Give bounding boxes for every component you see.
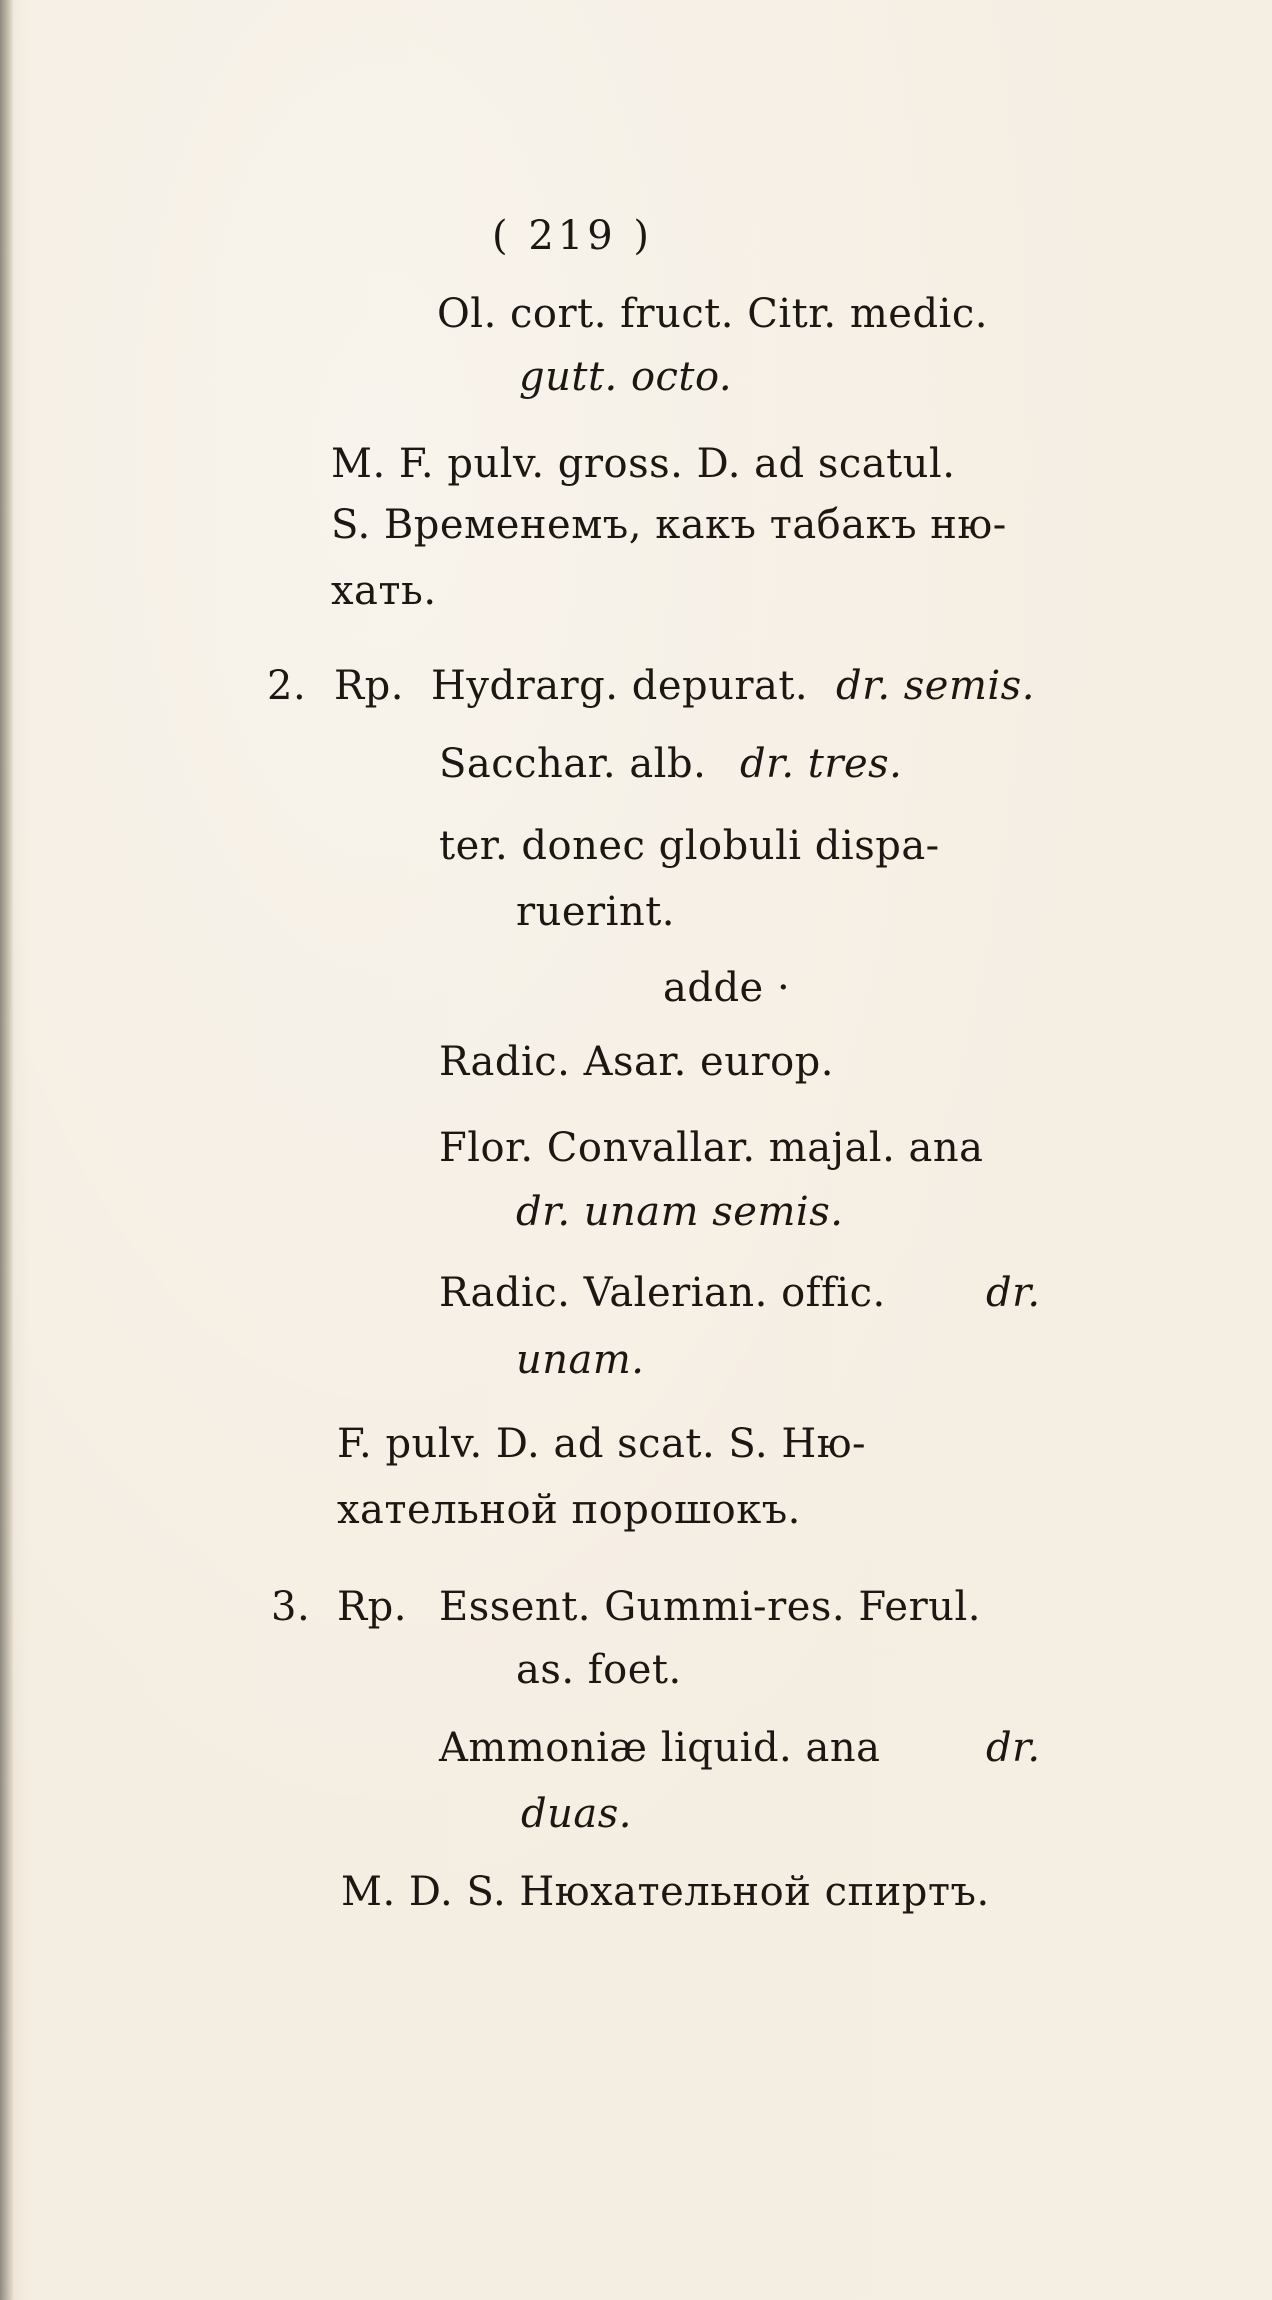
text-line-3: M. F. pulv. gross. D. ad scatul. xyxy=(331,441,956,487)
text-line-8: ter. donec globuli dispa- xyxy=(439,823,940,869)
text-line-4: S. Временемъ, какъ табакъ ню- xyxy=(331,502,1007,548)
page-number: ( 219 ) xyxy=(492,213,653,259)
text-line-21: duas. xyxy=(521,1791,632,1837)
text-line-15: unam. xyxy=(516,1337,645,1383)
text-line-22: M. D. S. Нюхательной спиртъ. xyxy=(341,1869,990,1915)
text-line-6: Hydrarg. depurat. xyxy=(431,663,809,709)
text-line-19: as. foet. xyxy=(516,1647,682,1693)
recipe-abbrev-2: Rp. xyxy=(334,663,404,709)
prescription-number-3: 3. xyxy=(271,1584,311,1630)
text-line-10: adde · xyxy=(663,965,791,1011)
dose-line-6: dr. semis. xyxy=(836,663,1035,709)
page-spine-shadow xyxy=(0,0,14,2300)
dose-line-14: dr. xyxy=(986,1270,1041,1316)
text-line-1: Ol. cort. fruct. Citr. medic. xyxy=(437,291,988,337)
text-line-12: Flor. Convallar. majal. ana xyxy=(439,1125,984,1171)
dose-line-7: dr. tres. xyxy=(740,741,903,787)
text-line-7: Sacchar. alb. xyxy=(439,741,707,787)
text-line-20: Ammoniæ liquid. ana xyxy=(439,1725,881,1771)
recipe-abbrev-3: Rp. xyxy=(337,1584,407,1630)
text-line-18: Essent. Gummi-res. Ferul. xyxy=(439,1584,981,1630)
text-line-17: хательной порошокъ. xyxy=(337,1487,801,1533)
text-line-16: F. pulv. D. ad scat. S. Ню- xyxy=(337,1421,867,1467)
text-line-13: dr. unam semis. xyxy=(516,1189,844,1235)
prescription-number-2: 2. xyxy=(267,663,307,709)
text-line-2: gutt. octo. xyxy=(519,354,733,400)
text-line-5: хать. xyxy=(331,568,437,614)
text-line-14: Radic. Valerian. offic. xyxy=(439,1270,886,1316)
text-line-11: Radic. Asar. europ. xyxy=(439,1039,834,1085)
text-line-9: ruerint. xyxy=(516,889,676,935)
dose-line-20: dr. xyxy=(986,1725,1041,1771)
